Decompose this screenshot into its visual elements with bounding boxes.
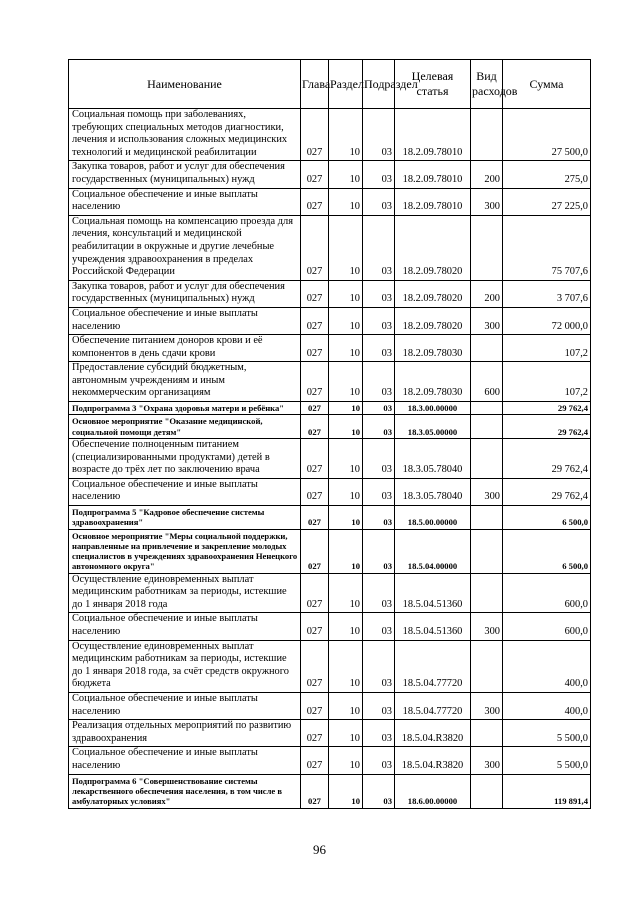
row-section: 10 (329, 774, 363, 808)
row-chapter: 027 (301, 161, 329, 188)
table-row (69, 613, 591, 640)
row-sum: 3 707,6 (503, 280, 591, 307)
table-row (69, 215, 591, 280)
row-chapter: 027 (301, 109, 329, 161)
row-name: Подпрограмма 6 "Совершенствование системы лекарственного обеспечения населения, в том числе в амбулаторных условиях" (69, 774, 301, 808)
row-sum: 107,2 (503, 362, 591, 402)
row-subsection: 03 (363, 307, 395, 334)
row-subsection: 03 (363, 720, 395, 747)
row-chapter: 027 (301, 280, 329, 307)
row-section: 10 (329, 402, 363, 415)
row-sum: 400,0 (503, 640, 591, 692)
table-row (69, 720, 591, 747)
row-target: 18.5.04.R3820 (395, 747, 471, 774)
row-expense-type (471, 402, 503, 415)
row-expense-type: 300 (471, 307, 503, 334)
budget-table (68, 59, 591, 809)
row-expense-type: 300 (471, 747, 503, 774)
row-section: 10 (329, 215, 363, 280)
row-expense-type: 300 (471, 188, 503, 215)
row-name: Социальное обеспечение и иные выплаты населению (69, 613, 301, 640)
row-chapter: 027 (301, 307, 329, 334)
row-name: Закупка товаров, работ и услуг для обеспечения государственных (муниципальных) нужд (69, 161, 301, 188)
row-section: 10 (329, 613, 363, 640)
row-section: 10 (329, 362, 363, 402)
page-number: 96 (313, 842, 326, 857)
row-section: 10 (329, 505, 363, 529)
row-expense-type: 600 (471, 362, 503, 402)
row-section: 10 (329, 280, 363, 307)
row-sum: 600,0 (503, 613, 591, 640)
row-expense-type: 200 (471, 280, 503, 307)
table-row (69, 774, 591, 808)
row-expense-type (471, 335, 503, 362)
row-target: 18.2.09.78020 (395, 280, 471, 307)
row-target: 18.2.09.78010 (395, 109, 471, 161)
row-sum: 119 891,4 (503, 774, 591, 808)
row-expense-type: 300 (471, 478, 503, 505)
row-sum: 27 500,0 (503, 109, 591, 161)
row-expense-type (471, 529, 503, 573)
row-name: Основное мероприятие "Меры социальной поддержки, направленные на привлечение и закрепление молодых специалистов в учреждениях здравоохранения Ненецкого автономного округа" (69, 529, 301, 573)
table-row (69, 161, 591, 188)
row-subsection: 03 (363, 415, 395, 439)
header-expense-type: Вид расходов (471, 60, 503, 109)
row-target: 18.2.09.78030 (395, 335, 471, 362)
row-expense-type (471, 215, 503, 280)
row-chapter: 027 (301, 478, 329, 505)
row-chapter: 027 (301, 505, 329, 529)
table-header-row (69, 60, 591, 109)
table-row (69, 307, 591, 334)
row-expense-type (471, 774, 503, 808)
row-name: Социальное обеспечение и иные выплаты населению (69, 188, 301, 215)
table-row (69, 438, 591, 478)
row-chapter: 027 (301, 693, 329, 720)
row-chapter: 027 (301, 573, 329, 613)
row-chapter: 027 (301, 362, 329, 402)
row-subsection: 03 (363, 693, 395, 720)
row-name: Обеспечение полноценным питанием (специализированными продуктами) детей в возрасте до трёх лет по заключению врача (69, 438, 301, 478)
row-name: Социальное обеспечение и иные выплаты населению (69, 307, 301, 334)
row-sum: 275,0 (503, 161, 591, 188)
row-subsection: 03 (363, 280, 395, 307)
row-subsection: 03 (363, 188, 395, 215)
row-section: 10 (329, 478, 363, 505)
row-name: Социальная помощь при заболеваниях, требующих специальных методов диагностики, лечения и использования сложных медицинских технологий и медицинской реабилитации (69, 109, 301, 161)
row-subsection: 03 (363, 613, 395, 640)
row-name: Социальное обеспечение и иные выплаты населению (69, 747, 301, 774)
row-subsection: 03 (363, 478, 395, 505)
row-sum: 29 762,4 (503, 402, 591, 415)
header-name: Наименование (69, 60, 301, 109)
table-row (69, 640, 591, 692)
row-section: 10 (329, 720, 363, 747)
row-subsection: 03 (363, 438, 395, 478)
table-row (69, 415, 591, 439)
row-section: 10 (329, 573, 363, 613)
row-expense-type (471, 573, 503, 613)
row-sum: 5 500,0 (503, 747, 591, 774)
row-subsection: 03 (363, 747, 395, 774)
row-sum: 27 225,0 (503, 188, 591, 215)
row-chapter: 027 (301, 415, 329, 439)
row-expense-type (471, 640, 503, 692)
row-target: 18.5.00.00000 (395, 505, 471, 529)
table-row (69, 747, 591, 774)
row-name: Обеспечение питанием доноров крови и её компонентов в день сдачи крови (69, 335, 301, 362)
row-target: 18.3.05.78040 (395, 438, 471, 478)
row-section: 10 (329, 693, 363, 720)
table-row (69, 109, 591, 161)
table-body (69, 109, 591, 809)
table-row (69, 335, 591, 362)
row-target: 18.2.09.78020 (395, 215, 471, 280)
row-sum: 6 500,0 (503, 505, 591, 529)
row-subsection: 03 (363, 215, 395, 280)
row-expense-type (471, 438, 503, 478)
row-subsection: 03 (363, 573, 395, 613)
row-section: 10 (329, 335, 363, 362)
row-chapter: 027 (301, 747, 329, 774)
row-expense-type (471, 720, 503, 747)
row-target: 18.2.09.78030 (395, 362, 471, 402)
row-sum: 29 762,4 (503, 438, 591, 478)
row-target: 18.2.09.78020 (395, 307, 471, 334)
header-subsection: Подраздел (363, 60, 395, 109)
row-chapter: 027 (301, 774, 329, 808)
row-sum: 6 500,0 (503, 529, 591, 573)
row-name: Подпрограмма 3 "Охрана здоровья матери и ребёнка" (69, 402, 301, 415)
row-name: Осуществление единовременных выплат медицинским работникам за периоды, истекшие до 1 января 2018 года, за счёт средств окружного бюджета (69, 640, 301, 692)
row-name: Основное мероприятие "Оказание медицинской, социальной помощи детям" (69, 415, 301, 439)
header-section: Раздел (329, 60, 363, 109)
row-name: Социальное обеспечение и иные выплаты населению (69, 478, 301, 505)
row-name: Социальное обеспечение и иные выплаты населению (69, 693, 301, 720)
row-chapter: 027 (301, 402, 329, 415)
row-sum: 400,0 (503, 693, 591, 720)
row-chapter: 027 (301, 529, 329, 573)
header-chapter: Глава (301, 60, 329, 109)
row-section: 10 (329, 438, 363, 478)
row-expense-type: 200 (471, 161, 503, 188)
row-target: 18.3.05.78040 (395, 478, 471, 505)
row-target: 18.5.04.51360 (395, 573, 471, 613)
row-sum: 29 762,4 (503, 478, 591, 505)
row-target: 18.5.04.00000 (395, 529, 471, 573)
row-sum: 600,0 (503, 573, 591, 613)
table-row (69, 529, 591, 573)
table-row (69, 693, 591, 720)
table-row (69, 505, 591, 529)
row-subsection: 03 (363, 362, 395, 402)
row-target: 18.3.00.00000 (395, 402, 471, 415)
row-expense-type (471, 109, 503, 161)
row-target: 18.2.09.78010 (395, 161, 471, 188)
table-row (69, 478, 591, 505)
row-section: 10 (329, 747, 363, 774)
row-target: 18.5.04.77720 (395, 640, 471, 692)
row-sum: 75 707,6 (503, 215, 591, 280)
row-target: 18.5.04.77720 (395, 693, 471, 720)
row-sum: 29 762,4 (503, 415, 591, 439)
header-sum: Сумма (503, 60, 591, 109)
row-name: Реализация отдельных мероприятий по развитию здравоохранения (69, 720, 301, 747)
row-name: Закупка товаров, работ и услуг для обеспечения государственных (муниципальных) нужд (69, 280, 301, 307)
row-chapter: 027 (301, 438, 329, 478)
row-expense-type (471, 415, 503, 439)
row-section: 10 (329, 640, 363, 692)
row-sum: 107,2 (503, 335, 591, 362)
row-expense-type: 300 (471, 693, 503, 720)
table-row (69, 362, 591, 402)
row-subsection: 03 (363, 640, 395, 692)
table-row (69, 573, 591, 613)
header-target: Целевая статья (395, 60, 471, 109)
row-expense-type (471, 505, 503, 529)
row-target: 18.5.04.51360 (395, 613, 471, 640)
row-section: 10 (329, 415, 363, 439)
row-name: Подпрограмма 5 "Кадровое обеспечение системы здравоохранения" (69, 505, 301, 529)
row-section: 10 (329, 529, 363, 573)
row-section: 10 (329, 109, 363, 161)
row-target: 18.3.05.00000 (395, 415, 471, 439)
row-chapter: 027 (301, 215, 329, 280)
row-section: 10 (329, 188, 363, 215)
row-chapter: 027 (301, 335, 329, 362)
row-chapter: 027 (301, 613, 329, 640)
row-chapter: 027 (301, 720, 329, 747)
row-sum: 5 500,0 (503, 720, 591, 747)
row-subsection: 03 (363, 774, 395, 808)
row-chapter: 027 (301, 640, 329, 692)
row-subsection: 03 (363, 109, 395, 161)
row-subsection: 03 (363, 529, 395, 573)
row-name: Осуществление единовременных выплат медицинским работникам за периоды, истекшие до 1 января 2018 года (69, 573, 301, 613)
row-target: 18.2.09.78010 (395, 188, 471, 215)
table-row (69, 402, 591, 415)
row-chapter: 027 (301, 188, 329, 215)
row-subsection: 03 (363, 402, 395, 415)
row-subsection: 03 (363, 161, 395, 188)
row-section: 10 (329, 307, 363, 334)
table-row (69, 188, 591, 215)
row-sum: 72 000,0 (503, 307, 591, 334)
row-target: 18.5.04.R3820 (395, 720, 471, 747)
row-name: Предоставление субсидий бюджетным, автономным учреждениям и иным некоммерческим организациям (69, 362, 301, 402)
row-section: 10 (329, 161, 363, 188)
row-target: 18.6.00.00000 (395, 774, 471, 808)
row-subsection: 03 (363, 335, 395, 362)
row-expense-type: 300 (471, 613, 503, 640)
row-name: Социальная помощь на компенсацию проезда для лечения, консультаций и медицинской реабилитации в окружные и другие лечебные учреждения здравоохранения в пределах Российской Федерации (69, 215, 301, 280)
table-row (69, 280, 591, 307)
row-subsection: 03 (363, 505, 395, 529)
